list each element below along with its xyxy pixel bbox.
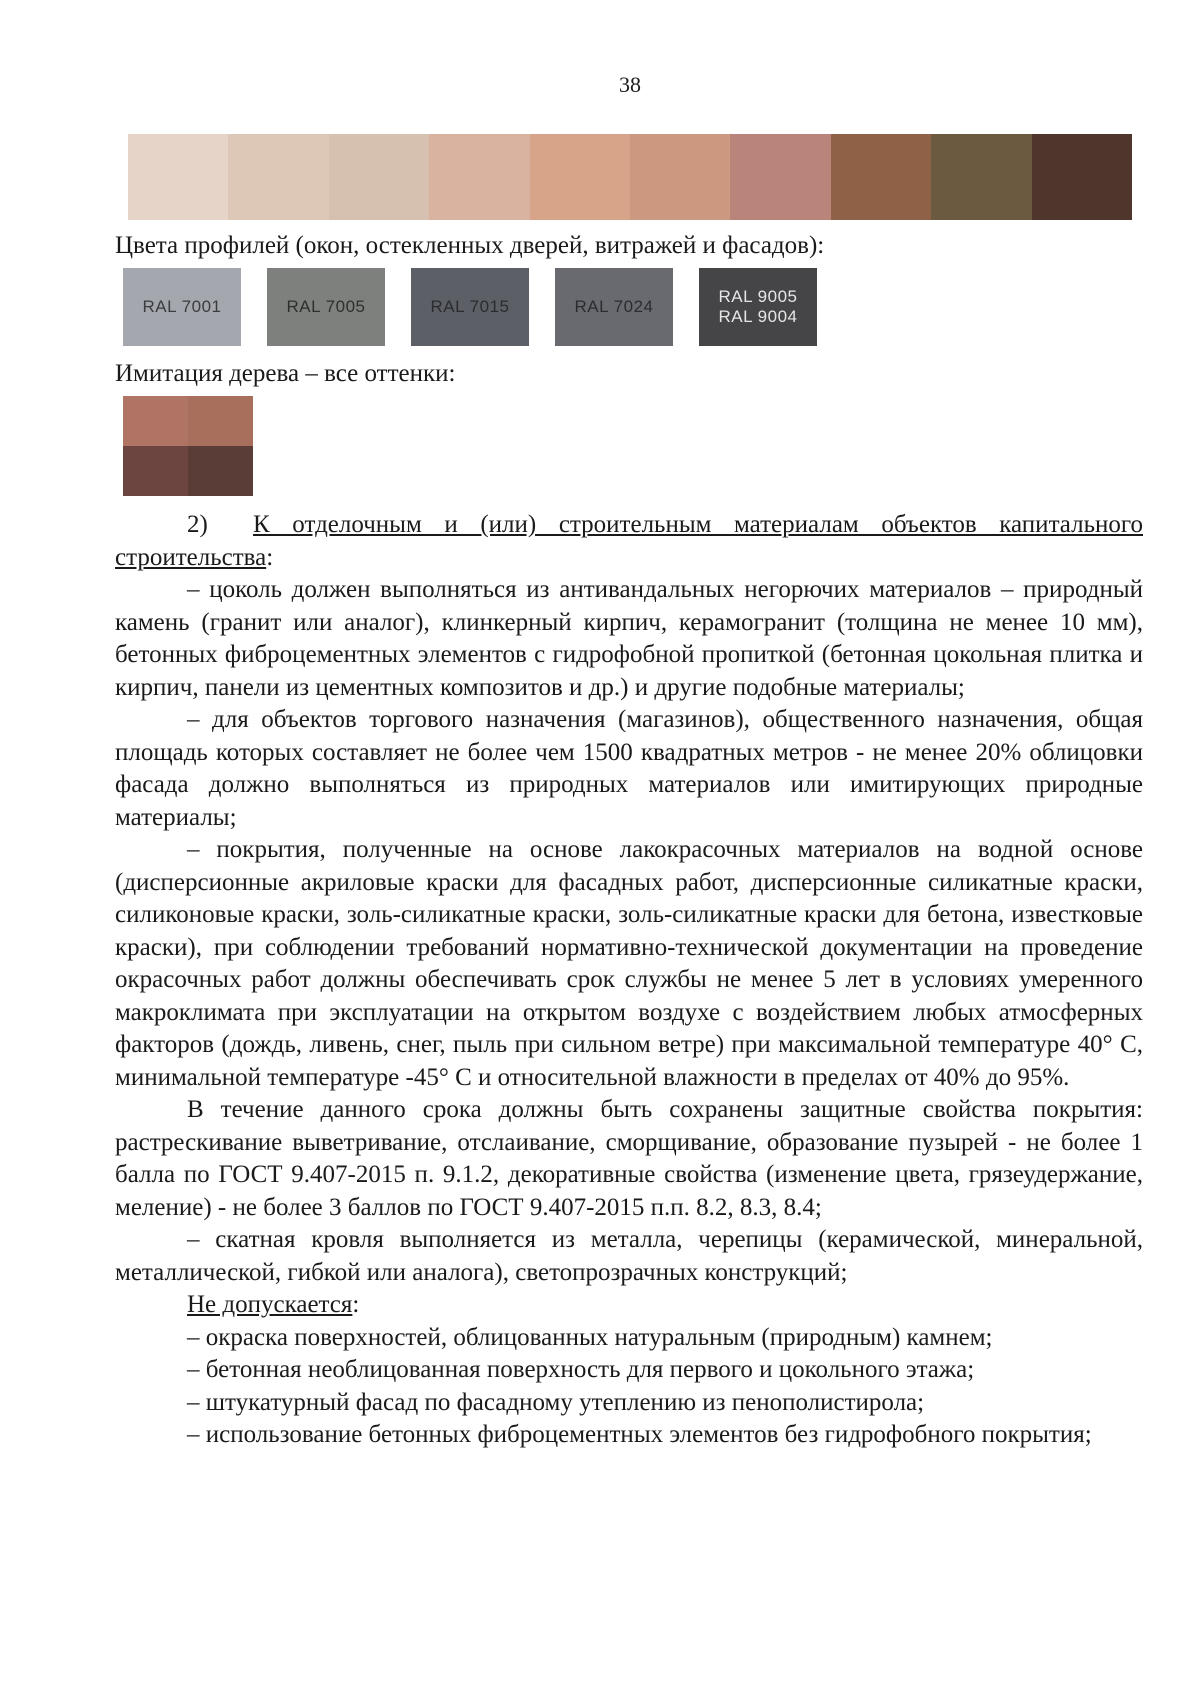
color-swatch — [429, 134, 529, 220]
not-allowed-item: – штукатурный фасад по фасадному утеплению из пенополистирола; — [187, 1388, 925, 1416]
section-title-colon: : — [266, 543, 274, 571]
ral-tile-label-second: RAL 9004 — [718, 307, 798, 326]
section-title-text: К отделочным и (или) строительным материалам объектов капитального — [253, 511, 1143, 538]
ral-tile-label: RAL 7001 — [142, 297, 222, 316]
ral-tile-label: RAL 7015 — [430, 297, 510, 316]
ral-tile-7005 — [267, 268, 385, 346]
not-allowed-item: – окраска поверхностей, облицованных натуральным (природным) камнем; — [187, 1323, 993, 1351]
wood-swatch-cell — [123, 396, 188, 446]
color-swatch — [630, 134, 730, 220]
ral-tile-label: RAL 9005 — [718, 287, 798, 306]
page-number: 38 — [619, 72, 641, 97]
not-allowed-heading — [115, 1289, 1143, 1322]
requirement-plinth: – цоколь должен выполняться из антивандальных негорючих материалов – природный камень (гранит или аналог), клинкерный кирпич, керамогранит (толщина не менее 10 мм), бетонных фиброцементных элементов с гидрофобной пропиткой (бетонная цокольная плитка и кирпич, панели из цементных композитов и др.) и другие подобные материалы; — [115, 576, 1143, 701]
not-allowed-item: – бетонная необлицованная поверхность для первого и цокольного этажа; — [187, 1356, 975, 1383]
ral-tile-7024 — [555, 268, 673, 346]
requirement-protective-properties: В течение данного срока должны быть сохранены защитные свойства покрытия: растрескивание выветривание, отслаивание, сморщивание, образование пузырей - не более 1 балла по ГОСТ 9.407-2015 п. 9.1.2, декоративные свойства (изменение цвета, грязеудержание, меление) - не более 3 баллов по ГОСТ 9.407-2015 п.п. 8.2, 8.3, 8.4; — [115, 1096, 1143, 1221]
section-title — [115, 509, 1143, 574]
color-swatch — [128, 134, 228, 220]
color-swatch — [329, 134, 429, 220]
section-body — [115, 509, 1143, 1452]
profiles-colors-heading: Цвета профилей (окон, остекленных дверей, витражей и фасадов): — [115, 232, 825, 259]
requirement-coatings: – покрытия, полученные на основе лакокрасочных материалов на водной основе (дисперсионные акриловые краски для фасадных работ, дисперсионные силикатные краски, силиконовые краски, золь-силикатные краски, золь-силикатные краски для бетона, известковые краски), при соблюдении требований нормативно-технической документации на проведение окрасочных работ должны обеспечивать срок службы не менее 5 лет в условиях умеренного макроклимата при эксплуатации на открытом воздухе с воздействием любых атмосферных факторов (дождь, ливень, снег, пыль при сильном ветре) при максимальной температуре 40° С, минимальной температуре -45° С и относительной влажности в пределах от 40% до 95%. — [115, 836, 1143, 1091]
requirement-commercial-facade: – для объектов торгового назначения (магазинов), общественного назначения, общая площадь которых составляет не более чем 1500 квадратных метров - не менее 20% облицовки фасада должно выполняться из природных материалов или имитирующих природные материалы; — [115, 706, 1143, 831]
facade-color-swatch-strip — [128, 134, 1132, 220]
color-swatch — [228, 134, 328, 220]
wood-swatch-cell — [188, 396, 253, 446]
wood-imitation-heading: Имитация дерева – все оттенки: — [115, 360, 456, 387]
color-swatch — [831, 134, 931, 220]
wood-texture-swatch — [123, 396, 253, 496]
section-number: 2) — [187, 511, 208, 538]
not-allowed-item: – использование бетонных фиброцементных элементов без гидрофобного покрытия; — [187, 1421, 1092, 1448]
color-swatch — [931, 134, 1031, 220]
color-swatch — [730, 134, 830, 220]
ral-tile-7015 — [411, 268, 529, 346]
ral-color-tiles — [123, 268, 823, 346]
not-allowed-colon: : — [352, 1291, 360, 1318]
not-allowed-label: Не допускается — [187, 1291, 353, 1318]
ral-tile-label: RAL 7005 — [286, 297, 366, 316]
requirement-pitched-roof: – скатная кровля выполняется из металла, черепицы (керамической, минеральной, металлической, гибкой или аналога), светопрозрачных конструкций; — [115, 1226, 1143, 1286]
ral-tile-9005-9004 — [699, 268, 817, 346]
color-swatch — [1032, 134, 1132, 220]
ral-tile-7001 — [123, 268, 241, 346]
color-swatch — [530, 134, 630, 220]
section-title-text-cont: строительства — [115, 543, 267, 571]
ral-tile-label: RAL 7024 — [574, 297, 654, 316]
wood-swatch-cell — [123, 446, 188, 496]
wood-swatch-cell — [188, 446, 253, 496]
